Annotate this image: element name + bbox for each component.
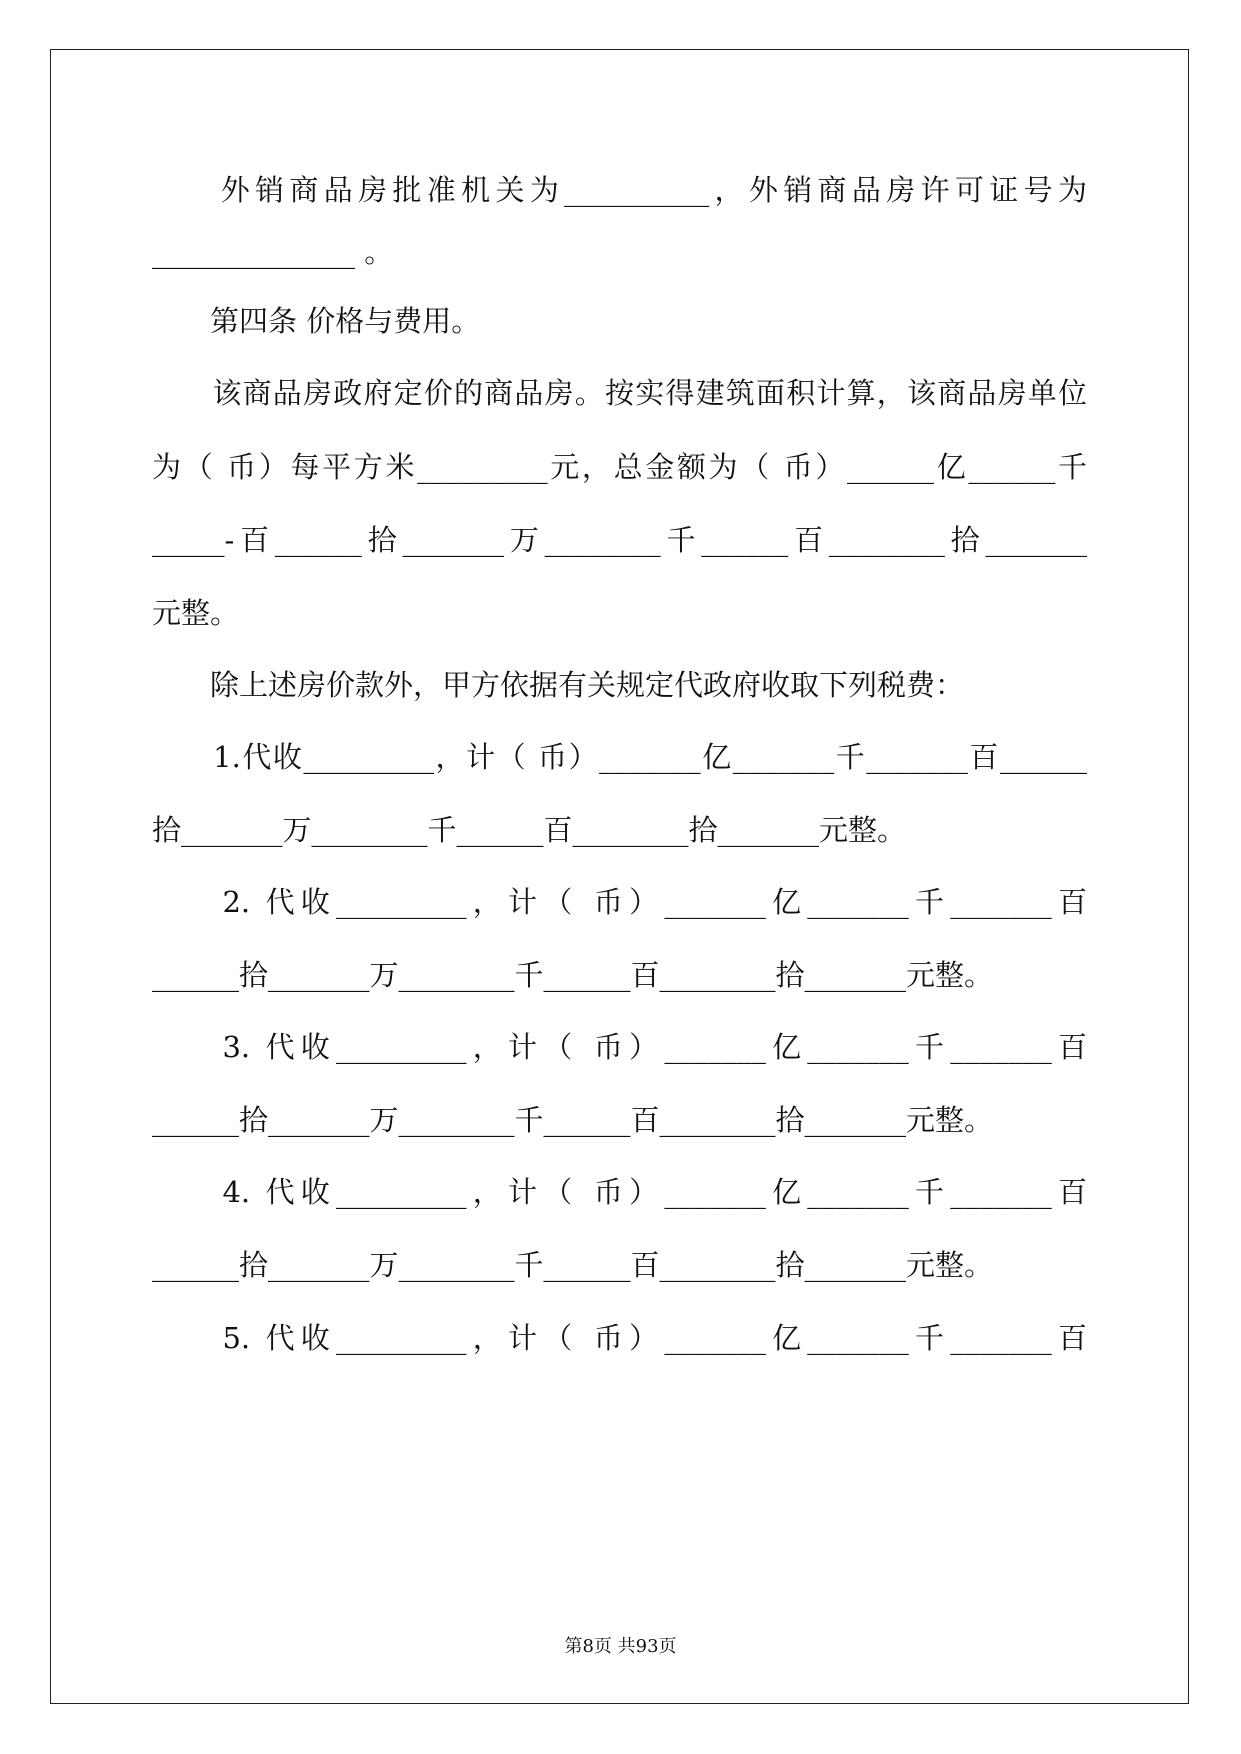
page-border	[50, 49, 1189, 1704]
text-line-15: 4. 代收_________，计（ 币）_______亿_______千_______百	[152, 1175, 1087, 1209]
text-line-11: 2. 代收_________，计（ 币）_______亿_______千_______百	[152, 885, 1087, 919]
text-line-4: 该商品房政府定价的商品房。按实得建筑面积计算，该商品房单位	[152, 376, 1087, 410]
text-line-8: 除上述房价款外，甲方依据有关规定代政府收取下列税费：	[152, 668, 965, 702]
text-line-7: 元整。	[152, 596, 240, 630]
text-line-10: 拾_______万________千______百________拾_______元整。	[152, 813, 907, 847]
text-line-14: ______拾_______万________千______百________拾_______元整。	[152, 1103, 994, 1137]
text-line-16: ______拾_______万________千______百________拾_______元整。	[152, 1248, 994, 1282]
text-line-3: 第四条 价格与费用。	[152, 304, 481, 338]
text-line-6: _____-百______拾_______万________千______百________拾_______	[152, 523, 1087, 557]
text-line-5: 为（ 币）每平方米_________元，总金额为（ 币）______亿______千	[152, 450, 1087, 484]
page-number: 第8页 共93页	[564, 1636, 677, 1657]
text-line-17: 5. 代收_________，计（ 币）_______亿_______千_______百	[152, 1321, 1087, 1355]
text-line-1: 外销商品房批准机关为__________，外销商品房许可证号为	[152, 173, 1087, 207]
text-line-9: 1.代收_________，计（ 币）_______亿_______千_______百______	[152, 740, 1087, 774]
text-line-2: ______________ 。	[152, 235, 394, 269]
text-line-13: 3. 代收_________，计（ 币）_______亿_______千_______百	[152, 1030, 1087, 1064]
text-line-12: ______拾_______万________千______百________拾_______元整。	[152, 958, 994, 992]
